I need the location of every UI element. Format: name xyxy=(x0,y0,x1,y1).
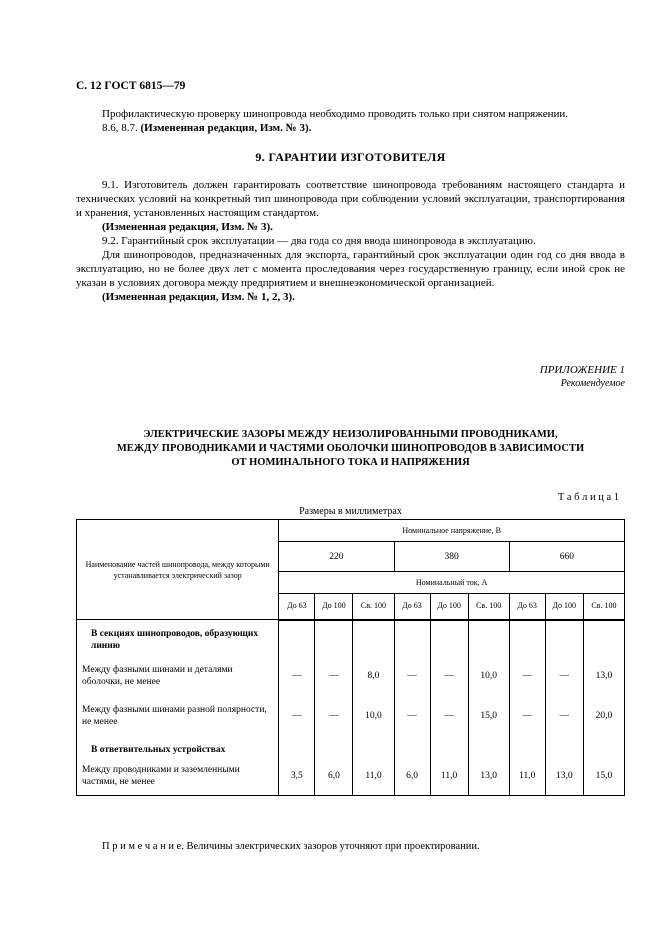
table-cell: 10,0 xyxy=(353,698,394,734)
current-group-header: Номинальный ток, А xyxy=(279,572,625,594)
current-column-header: До 63 xyxy=(509,594,545,620)
table-cell: — xyxy=(509,698,545,734)
table-cell: 6,0 xyxy=(394,758,430,796)
table-cell: — xyxy=(279,698,315,734)
table-cell: 11,0 xyxy=(509,758,545,796)
current-column-header: До 63 xyxy=(279,594,315,620)
paragraph-9-1: 9.1. Изготовитель должен гарантировать соответствие шинопровода требованиям настоящего стандарта и технических условий на конкретный тип шинопровода при соблюдении условий эксплуатации, транспортирования и хранения, установленных настоящим стандартом. xyxy=(76,179,625,219)
row-label: Между проводниками и заземленными частями, не менее xyxy=(77,758,279,796)
paragraph-9-2: 9.2. Гарантийный срок эксплуатации — два года со дня ввода шинопровода в эксплуатацию. xyxy=(102,235,536,247)
note-text: Величины электрических зазоров уточняют при проектировании. xyxy=(183,841,480,852)
appendix-title-line: ОТ НОМИНАЛЬНОГО ТОКА И НАПРЯЖЕНИЯ xyxy=(231,457,470,468)
table-cell: 11,0 xyxy=(430,758,468,796)
voltage-header-220: 220 xyxy=(279,542,394,572)
table-cell xyxy=(430,734,468,758)
clearances-table xyxy=(76,519,625,796)
table-cell xyxy=(315,620,353,654)
page-header: С. 12 ГОСТ 6815—79 xyxy=(76,80,186,92)
table-cell: 6,0 xyxy=(315,758,353,796)
table-cell: 13,0 xyxy=(545,758,583,796)
table-cell: 3,5 xyxy=(279,758,315,796)
table-cell xyxy=(468,620,509,654)
table-cell xyxy=(394,734,430,758)
appendix-title-line: МЕЖДУ ПРОВОДНИКАМИ И ЧАСТЯМИ ОБОЛОЧКИ ШИНОПРОВОДОВ В ЗАВИСИМОСТИ xyxy=(116,443,585,454)
current-column-header: До 100 xyxy=(430,594,468,620)
table-row xyxy=(77,698,625,734)
table-cell: — xyxy=(545,698,583,734)
appendix-title-line: ЭЛЕКТРИЧЕСКИЕ ЗАЗОРЫ МЕЖДУ НЕИЗОЛИРОВАННЫМИ ПРОВОДНИКАМИ, xyxy=(143,429,558,440)
amendment-note-1: (Измененная редакция, Изм. № 3). xyxy=(102,221,273,233)
table-cell: — xyxy=(430,654,468,698)
table-units: Размеры в миллиметрах xyxy=(299,506,402,517)
appendix-label: ПРИЛОЖЕНИЕ 1 xyxy=(539,364,625,376)
table-cell: 13,0 xyxy=(468,758,509,796)
table-cell: — xyxy=(545,654,583,698)
amendment-86-87-plain: 8.6, 8.7. xyxy=(102,122,141,134)
table-cell xyxy=(353,734,394,758)
table-cell xyxy=(509,734,545,758)
table-cell xyxy=(279,620,315,654)
table-cell xyxy=(583,734,624,758)
note-paragraph xyxy=(76,840,625,854)
current-column-header: До 100 xyxy=(545,594,583,620)
table-cell: — xyxy=(430,698,468,734)
table-caption: Т а б л и ц а 1 xyxy=(557,492,619,503)
table-row xyxy=(77,758,625,796)
table-cell: 13,0 xyxy=(583,654,624,698)
category-row-label: В ответвительных устройствах xyxy=(77,734,279,758)
table-cell xyxy=(430,620,468,654)
table-cell: 11,0 xyxy=(353,758,394,796)
table-cell: 15,0 xyxy=(468,698,509,734)
table-cell: — xyxy=(315,654,353,698)
table-row xyxy=(77,654,625,698)
paragraph-amendment-86-87 xyxy=(76,121,625,135)
table-cell xyxy=(545,734,583,758)
current-column-header: До 63 xyxy=(394,594,430,620)
table-cell: — xyxy=(394,698,430,734)
section-9-heading: 9. ГАРАНТИИ ИЗГОТОВИТЕЛЯ xyxy=(255,150,446,164)
table-cell xyxy=(394,620,430,654)
current-column-header: Св. 100 xyxy=(468,594,509,620)
current-column-header: Св. 100 xyxy=(583,594,624,620)
current-column-header: До 100 xyxy=(315,594,353,620)
table-cell xyxy=(468,734,509,758)
paragraph-maintenance: Профилактическую проверку шинопровода необходимо проводить только при снятом напряжении. xyxy=(102,108,568,120)
voltage-group-header: Номинальное напряжение, В xyxy=(279,520,625,542)
table-cell xyxy=(583,620,624,654)
table-cell: — xyxy=(509,654,545,698)
table-cell xyxy=(545,620,583,654)
table-cell: — xyxy=(279,654,315,698)
row-label: Между фазными шинами и деталями оболочки, не менее xyxy=(77,654,279,698)
table-cell xyxy=(509,620,545,654)
table-cell: 8,0 xyxy=(353,654,394,698)
table-cell xyxy=(315,734,353,758)
paragraph-9-2-export: Для шинопроводов, предназначенных для экспорта, гарантийный срок эксплуатации один год со дня ввода в эксплуатацию, но не более двух лет с момента проследования через государственную границу, если иной срок не указан в условиях договора между предприятием и внешнеэкономической организацией. xyxy=(76,249,625,289)
amendment-86-87-bold: (Измененная редакция, Изм. № 3). xyxy=(140,122,312,134)
table-cell: — xyxy=(394,654,430,698)
note-label: П р и м е ч а н и е. xyxy=(102,841,184,852)
current-column-header: Св. 100 xyxy=(353,594,394,620)
row-label: Между фазными шинами разной полярности, не менее xyxy=(77,698,279,734)
voltage-header-380: 380 xyxy=(394,542,509,572)
table-cell xyxy=(279,734,315,758)
table-cell: 10,0 xyxy=(468,654,509,698)
table-cell xyxy=(353,620,394,654)
table-cell: 20,0 xyxy=(583,698,624,734)
stub-column-header: Наименование частей шинопровода, между которыми устанавливается электрический зазор xyxy=(77,520,279,620)
category-row-label: В секциях шинопроводов, образующих линию xyxy=(77,620,279,654)
appendix-label-block xyxy=(76,364,625,390)
amendment-note-2: (Измененная редакция, Изм. № 1, 2, 3). xyxy=(102,291,295,303)
table-row xyxy=(77,620,625,654)
appendix-title xyxy=(76,428,625,470)
table-row xyxy=(77,734,625,758)
appendix-type: Рекомендуемое xyxy=(560,378,625,389)
table-cell: 15,0 xyxy=(583,758,624,796)
table-cell: — xyxy=(315,698,353,734)
voltage-header-660: 660 xyxy=(509,542,624,572)
